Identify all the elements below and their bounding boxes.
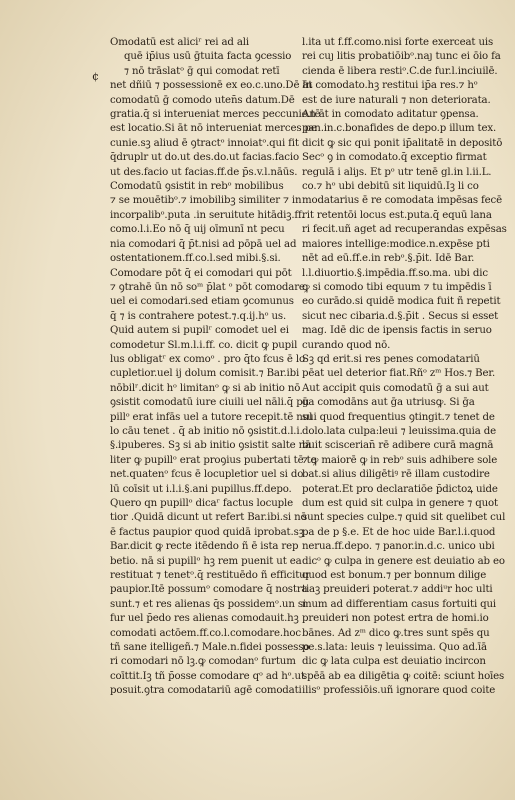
text-line: rit retentōi locus est.puta.q̄ equū lana bbox=[302, 209, 492, 221]
text-line: ē factus paupior quod quidā iprobat.sꝫ bbox=[110, 526, 304, 538]
text-line: comodatū ḡ comodo uten̄s datum.Dē bbox=[110, 94, 295, 106]
text-line: incorpalibᵒ.puta .in seruitute hitādiꝫ.ff. bbox=[110, 209, 305, 221]
text-line: l.ita ut f.ff.como.nisi forte exerceat uis bbox=[302, 37, 494, 48]
text-line: lū coīsit ut i.l.i.§.ani pupillus.ff.depo. bbox=[110, 483, 292, 495]
text-line: est de iure naturali ⁊ non deteriorata. bbox=[302, 94, 491, 106]
text-line: mum ad differentiam casus fortuiti qui bbox=[302, 598, 497, 610]
text-line: q̄druplr ut do.ut des.do.ut facias.facio bbox=[110, 152, 299, 164]
text-line: cupletior.uel ij dolum comisit.⁊ Bar.ibi bbox=[110, 368, 300, 380]
text-line: sunt.⁊ et res alienas q̄s possidemᵒ.un si bbox=[110, 598, 307, 610]
text-line: Sꝫ qd erit.si res penes comodatariū bbox=[302, 353, 480, 365]
text-line: nēt ad eū.ff.e.in rebᵒ.§.p̄it. Idē Bar. bbox=[302, 253, 475, 265]
text-line: Quero qn pupillᵒ dicaʳ factus locuple bbox=[110, 498, 293, 509]
text-line: bat.si alius diligētiꝰ rē illam custodire bbox=[302, 469, 490, 481]
text-line: coīttit.Iꝫ tñ p̄osse comodare qᵒ ad hᵒ.ut bbox=[110, 670, 305, 682]
text-line: betio. nā si pupillᵒ hꝫ rem puenit ut ea bbox=[110, 555, 302, 567]
text-line: Secᵒ ꝯ in comodato.q̄ exceptio firmat bbox=[302, 152, 487, 164]
text-line: dicit ꝙ sic qui ponit ip̄alitatē in depositō bbox=[302, 137, 503, 149]
text-line: Omodatū est aliciʳ rei ad ali bbox=[110, 37, 250, 48]
text-line: co.⁊ hᵒ ubi debitū sit liquidū.Iꝫ li co bbox=[302, 181, 479, 193]
text-line: ut des.facio ut facias.ff.de p̄s.v.l.nāūs. bbox=[110, 166, 298, 178]
text-line: pa de p §.e. Et de hoc uide Bar.l.i.quod bbox=[302, 526, 496, 538]
right-text-column bbox=[302, 36, 507, 699]
text-line: sunt species culpe.⁊ quid sit quelibet cul bbox=[302, 512, 506, 524]
text-line: l.l.diuortio.§.impēdia.ff.so.ma. ubi dic bbox=[302, 267, 488, 279]
text-line: regulā i aliȷs. Et pᵒ utr tenē gl.in l.ii.L. bbox=[302, 166, 492, 178]
text-line: cunie.sꝫ aliud ē ꝯtractᵒ innoiatᵒ.qui fit bbox=[110, 137, 299, 149]
text-line: nerua.ff.depo. ⁊ panor.in.d.c. unico ubi bbox=[302, 541, 495, 553]
text-line: Aut accipit quis comodatū ḡ a sui aut bbox=[302, 382, 489, 394]
text-line: In comodato.hꝫ restitui ip̄a res.⁊ hᵒ bbox=[302, 80, 478, 92]
text-line: spēā ab ea diligētia ꝙ coitē: sciunt hoīes bbox=[302, 670, 505, 682]
text-line: An āt in comodato aditatur ꝯpensa. bbox=[302, 109, 479, 121]
text-line: est locatio.Si āt nō interueniat merces pe bbox=[110, 123, 317, 135]
text-line: pēat uel deterior fiat.Rñᵒ zᵐ Hos.⁊ Ber. bbox=[302, 368, 496, 380]
text-line: Bar.dicit ꝙ recte itēdendo ñ ē ista rep bbox=[110, 541, 299, 553]
text-line: ri fecit.uñ aget ad recuperandas expēsas bbox=[302, 224, 507, 236]
text-line: net dñiū ⁊ possessionē ex eo.c.uno.Dē āt bbox=[110, 80, 313, 92]
text-line: como.l.i.Eo nō q̄ uij oīmunī nt pecu bbox=[110, 224, 285, 236]
text-line: eo curādo.si quidē modica fuit ñ repetit bbox=[302, 296, 501, 308]
text-line: uel ei comodari.sed etiam ꝯcomunus bbox=[110, 296, 294, 308]
text-line: lus obligatʳ ex comoᵒ . pro q̄to fcus ē lo bbox=[110, 353, 305, 365]
text-line: modatarius ē re comodata impēsas fecē bbox=[302, 195, 502, 207]
text-line: q̄ ⁊ is contrahere potest.⁊.q.ij.hᵒ us. bbox=[110, 310, 287, 322]
text-line: dolo.lata culpa:leui ⁊ leuissima.quia de bbox=[302, 425, 497, 437]
text-line: cienda ē libera restiᵒ.C.de fur.l.inciuilē. bbox=[302, 65, 498, 77]
text-line: Comodare pōt q̄ ei comodari qui pōt bbox=[110, 267, 292, 279]
text-line: bānes. Ad zᵐ dico ꝙ.tres sunt spēs qu bbox=[302, 627, 490, 639]
text-line: ḡa comodāns aut ḡa utriusꝙ. Si ḡa bbox=[302, 397, 475, 409]
text-line: nia comodari q̄ p̄t.nisi ad pōpā uel ad bbox=[110, 238, 297, 250]
text-line: rei cuȷ litis probatiōibᵒ.naȷ tunc ei ōio fa bbox=[302, 51, 501, 63]
text-line: ⁊ ꝙ maiorē ꝙ in rebᵒ suis adhibere sole bbox=[302, 454, 498, 466]
text-line: preuideri non potest ertra de homi.io bbox=[302, 613, 489, 625]
text-line: fur uel p̄edo res alienas comodauit.hꝫ bbox=[110, 613, 299, 625]
text-line: ꝯsistit comodatū iure ciuili uel nāli.q̄ pu bbox=[110, 397, 310, 409]
text-line: ꝙ si comodo tibi equum ⁊ tu impēdis ī bbox=[302, 281, 492, 293]
text-line: maiores intellige:modice.n.expēse pti bbox=[302, 238, 490, 250]
text-line: gratia.q̄ si interueniat merces peccunie.tē bbox=[110, 109, 321, 121]
text-line: sui quod frequentius ꝯtingit.⁊ tenet de bbox=[302, 411, 495, 423]
text-line: buit sciscerian̄ rē adibere curā magnā bbox=[302, 440, 494, 452]
text-line: sicut nec cibaria.d.§.p̄it . Secus si esset bbox=[302, 310, 499, 322]
text-line: pe.s.lata: leuis ⁊ leuissima. Quo ad.īā bbox=[302, 642, 487, 654]
text-line: pillᵒ erat infās uel a tutore recepit.tē nul bbox=[110, 411, 313, 423]
text-line: tior .Quidā dicunt ut refert Bar.ibi.si nō bbox=[110, 512, 307, 524]
text-line: restituat ⁊ tenetᵒ.q̄ restituēdo ñ efficitur bbox=[110, 570, 311, 582]
text-line: Quid autem si pupilʳ comodet uel ei bbox=[110, 325, 289, 337]
text-line: ostentationem.ff.co.l.sed mibi.§.si. bbox=[110, 253, 281, 265]
text-line: ri comodari nō lꝫ.ꝙ comodanᵒ furtum bbox=[110, 656, 296, 668]
text-line: §.ipuberes. Sꝫ si ab initio ꝯsistit salte nā bbox=[110, 440, 311, 452]
text-line: dum est quid sit culpa in genere ⁊ quot bbox=[302, 498, 498, 509]
text-line: paupior.Itē possumᵒ comodare q̄ nostra bbox=[110, 584, 308, 596]
marginal-mark: ¢ bbox=[92, 70, 99, 83]
text-line: ⁊ ꝯtrahē ūn nō soᵐ p̄lat ᵒ pōt comodare bbox=[110, 281, 305, 293]
text-line: dicᵒ ꝙ culpa in genere est deuiatio ab eo bbox=[302, 555, 505, 567]
text-line: curando quod nō. bbox=[302, 339, 391, 351]
text-line: posuit.ꝯtra comodatariū agē comodati bbox=[110, 685, 302, 697]
text-line: dic ꝙ lata culpa est deuiatio incircon bbox=[302, 656, 486, 668]
text-line: mag. Idē dic de ipensis factis in seruo bbox=[302, 325, 492, 337]
text-line: pan.in.c.bonafides de depo.p illum tex. bbox=[302, 123, 497, 135]
text-line: Comodatū ꝯsistit in rebᵒ mobilibus bbox=[110, 181, 284, 193]
text-line: comodetur Sl.m.l.i.ff. co. dicit ꝙ pupil bbox=[110, 339, 298, 351]
text-line: ⁊ nō trāslatᵒ ḡ qui comodat retī bbox=[124, 65, 280, 77]
text-line: comodati actōem.ff.co.l.comodare.hoc bbox=[110, 627, 301, 639]
text-line: tiaꝫ preuideri poterat.⁊ addiᵘr hoc ulti bbox=[302, 584, 493, 596]
text-line: nōbilʳ.dicit hᵒ limitanᵒ ꝙ si ab initio nō bbox=[110, 382, 301, 394]
text-line: ilisᵒ professiōis.uñ ignorare quod coite bbox=[302, 685, 496, 697]
text-line: poterat.Et pro declaratiōe p̄dictoꝝ uide bbox=[302, 483, 498, 495]
left-text-column bbox=[110, 36, 321, 699]
text-line: ⁊ se mouētibᵒ.⁊ imobilibꝫ similiter ⁊ in bbox=[110, 195, 302, 207]
text-line: quod est bonum.⁊ per bonnum dilige bbox=[302, 570, 487, 582]
text-line: lo cāu tenet . q̄ ab initio nō ꝯsistit.d.l.i. bbox=[110, 425, 303, 437]
text-line: liter ꝙ pupillᵒ erat proꝯius pubertati tē te bbox=[110, 454, 317, 466]
text-line: net.quatenᵒ fcus ē locupletior uel si do bbox=[110, 469, 304, 481]
text-line: tñ sane itelligeñ.⁊ Male.n.fidei possesso bbox=[110, 642, 310, 654]
text-line: quē ip̄ius usū ḡtuita facta ꝯcessio bbox=[124, 51, 292, 63]
